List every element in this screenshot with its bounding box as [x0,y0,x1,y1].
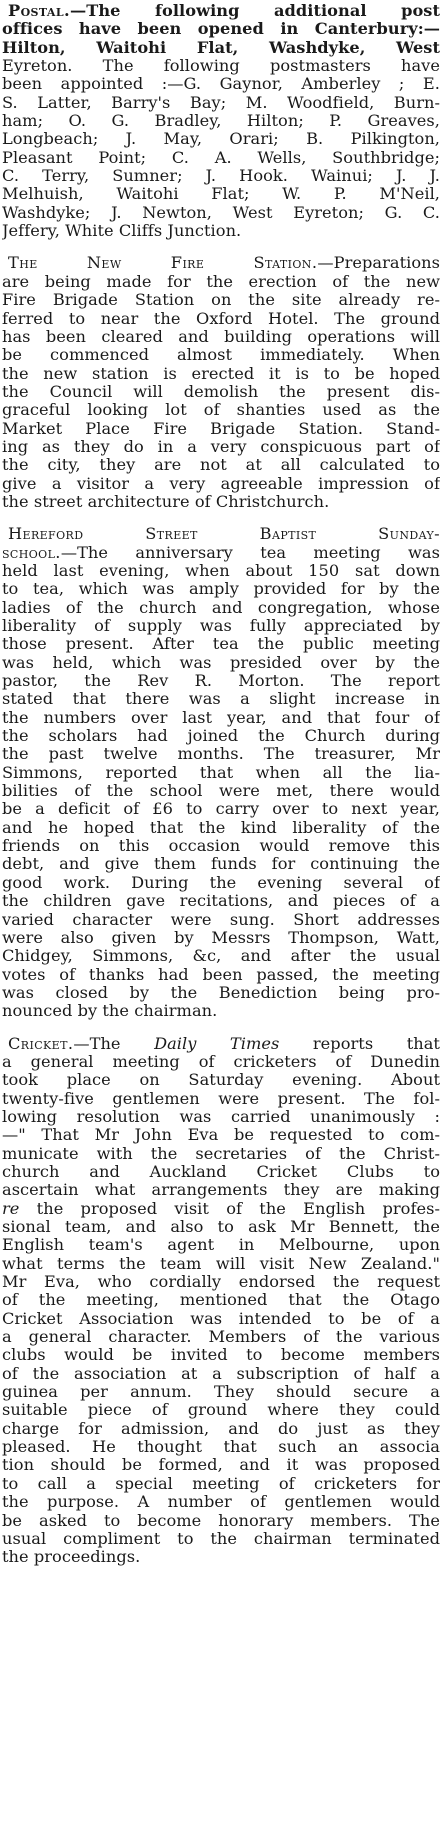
article-line: nounced by the chairman. [2,1002,218,1021]
article-line: ascertain what arrangements they are making [2,1181,440,1200]
article-line: the new station is erected it is to be hoped [2,364,440,383]
article-line: graceful looking lot of shanties used as the [2,401,440,420]
article-line: The New Fire Station.—Preparations [8,254,440,273]
article-line: to tea, which was amply provided for by the [2,580,440,599]
article-line: tion should be formed, and it was proposed [2,1456,440,1475]
article-line: ing as they do in a very conspicuous part of [2,437,440,456]
article-line: bilities of the school were met, there would [2,782,440,801]
article-line: charge for admission, and do just as they [2,1419,440,1438]
article-line: varied character were sung. Short addresses [2,910,440,929]
article-line: friends on this occasion would remove this [2,837,440,856]
article-line: be asked to become honorary members. The [2,1511,440,1530]
article-line: Market Place Fire Brigade Station. Stand- [2,419,440,438]
article-line: are being made for the erection of the new [2,272,440,291]
article-line: to call a special meeting of cricketers for [2,1474,440,1493]
article-line [2,525,440,543]
article-line: Cricket.—The Daily Times reports that [8,1034,440,1053]
article-line: school.—The anniversary tea meeting was [2,543,440,562]
article-line: votes of thanks had been passed, the meeting [2,965,440,984]
article-heading: The New Fire Station. [8,254,318,273]
article-line: Simmons, reported that when all the lia- [2,763,440,782]
article-line: a general meeting of cricketers of Dunedin [2,1052,440,1071]
article-line: Fire Brigade Station on the site already re- [2,291,440,310]
article-line: usual compliment to the chairman terminated [2,1529,440,1548]
article-line: the past twelve months. The treasurer, Mr [2,745,440,764]
article-line: Eyreton. The following postmasters have [2,57,440,76]
article-line: twenty-five gentlemen were present. The fol- [2,1089,440,1108]
article-line: Cricket Association was intended to be of a [2,1309,440,1328]
article-line: ham; O. G. Bradley, Hilton; P. Greaves, [2,112,440,131]
article-line: the proceedings. [2,1548,141,1567]
article-line: debt, and give them funds for continuing the [2,855,440,874]
article-heading: Hereford Street Baptist Sunday- [8,525,440,544]
article-line: be a deficit of £6 to carry over to next year, [2,800,440,819]
article-line: ladies of the church and congregation, whose [2,598,440,617]
article-line: S. Latter, Barry's Bay; M. Woodfield, Burn- [2,93,440,112]
article-line: the street architecture of Christchurch. [2,492,330,511]
article-line: give a visitor a very agreeable impression of [2,474,440,493]
article-line: municate with the secretaries of the Christ- [2,1144,440,1163]
article-line: Pleasant Point; C. A. Wells, Southbridge; [2,148,440,167]
article-line: those present. After tea the public meeting [2,635,440,654]
article-line: the city, they are not at all calculated to [2,456,440,475]
article-line: of the meeting, mentioned that the Otago [2,1291,440,1310]
article-line: English team's agent in Melbourne, upon [2,1236,440,1255]
article-line: what terms the team will visit New Zealand." [2,1254,440,1273]
article-line: pastor, the Rev R. Morton. The report [2,672,440,691]
article-line: Mr Eva, who cordially endorsed the request [2,1273,440,1292]
article-line: a general character. Members of the various [2,1328,440,1347]
article-heading: Cricket. [8,1034,74,1053]
article-line: the Council will demolish the present dis- [2,382,440,401]
article-line: pleased. He thought that such an associa [2,1438,440,1457]
article-line: suitable piece of ground where they could [2,1401,440,1420]
newspaper-title: Daily Times [154,1034,280,1053]
article-line: stated that there was a slight increase in [2,690,440,709]
article-cricket [2,1035,440,1567]
article-line: the scholars had joined the Church during [2,727,440,746]
article-line: guinea per annum. They should secure a [2,1383,440,1402]
article-line: Postal.—The following additional post [8,2,440,20]
article-line: has been cleared and building operations will [2,327,440,346]
article-line: sional team, and also to ask Mr Bennett, the [2,1218,440,1236]
article-line: lowing resolution was carried unanimously : [2,1107,440,1126]
article-line: Chidgey, Simmons, &c, and after the usual [2,947,440,966]
article-line: C. Terry, Sumner; J. Hook. Wainui; J. J. [2,167,440,186]
article-line: and he hoped that the kind liberality of the [2,818,440,837]
article-line: the children gave recitations, and pieces of a [2,892,440,911]
article-line: was closed by the Benediction being pro- [2,983,440,1002]
article-line: Washdyke; J. Newton, West Eyreton; G. C. [2,203,440,222]
article-heading: Postal. [8,2,70,20]
article-postal [2,2,440,240]
article-line: good work. During the evening several of [2,873,440,892]
article-line: Jeffery, White Cliffs Junction. [2,222,242,241]
article-fire-station [2,254,440,511]
newspaper-column [2,2,440,1835]
article-line: —" That Mr John Eva be requested to com- [2,1126,440,1145]
article-line: ferred to near the Oxford Hotel. The ground [2,309,440,328]
article-line: the numbers over last year, and that four of [2,708,440,727]
article-line: were also given by Messrs Thompson, Watt, [2,928,440,947]
article-line: clubs would be invited to become members [2,1346,440,1365]
article-baptist-sunday-school [2,525,440,1020]
article-line: been appointed :—G. Gaynor, Amberley ; E. [2,75,440,94]
article-line: Longbeach; J. May, Orari; B. Pilkington, [2,130,440,149]
article-line: offices have been opened in Canterbury:— [2,20,440,39]
article-line: took place on Saturday evening. About [2,1071,440,1090]
article-line: church and Auckland Cricket Clubs to [2,1162,440,1181]
article-line: Hilton, Waitohi Flat, Washdyke, West [2,38,440,57]
article-line: of the association at a subscription of half a [2,1364,440,1383]
article-line: held last evening, when about 150 sat down [2,561,440,580]
article-line: Melhuish, Waitohi Flat; W. P. M'Neil, [2,185,440,204]
article-line: re the proposed visit of the English profes- [2,1199,440,1218]
article-line: be commenced almost immediately. When [2,346,440,365]
article-line: liberality of supply was fully appreciated by [2,617,440,635]
article-line: was held, which was presided over by the [2,653,440,672]
article-line: the purpose. A number of gentlemen would [2,1493,440,1512]
